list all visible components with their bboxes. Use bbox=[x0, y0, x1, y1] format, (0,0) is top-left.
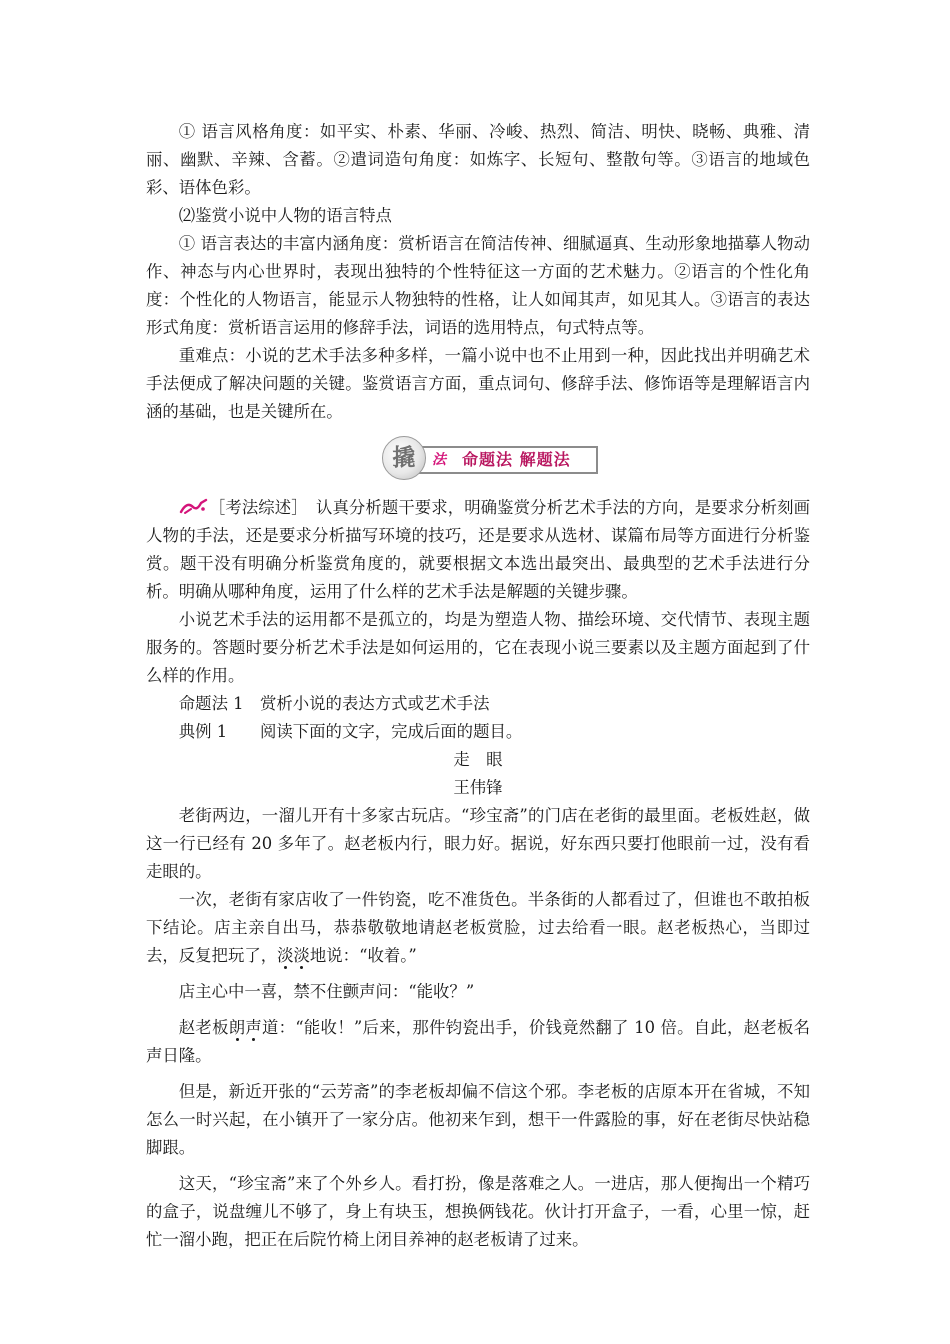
paragraph-technique-purpose: 小说艺术手法的运用都不是孤立的，均是为塑造人物、描绘环境、交代情节、表现主题服务的。答题时要分析艺术手法是如何运用的，它在表现小说三要素以及主题方面起到了什么样的作用。 bbox=[146, 610, 810, 685]
story-paragraph-1: 老街两边，一溜儿开有十多家古玩店。“珍宝斋”的门店在老街的最里面。老板姓赵，做这一行已经有 20 多年了。赵老板内行，眼力好。据说，好东西只要打他眼前一过，没有看走眼的。 bbox=[146, 806, 810, 881]
method-text: 认真分析题干要求，明确鉴赏分析艺术手法的方向，是要求分析刻画人物的手法，还是要求分析描写环境的技巧，还是要求从选材、谋篇布局等方面进行分析鉴赏。题干没有明确分析鉴赏角度的，就要根据文本选出最突出、最典型的艺术手法进行分析。明确从哪种角度，运用了什么样的艺术手法是解题的关键步骤。 bbox=[146, 498, 811, 601]
emphasis-dandan: 淡淡 bbox=[277, 946, 310, 965]
story-paragraph-3: 店主心中一喜，禁不住颤声问：“能收？” bbox=[178, 982, 475, 1001]
paragraph-subheading: ⑵鉴赏小说中人物的语言特点 bbox=[178, 206, 392, 225]
banner-title: 命题法 解题法 bbox=[462, 450, 571, 469]
paragraph-proposition-1: 命题法 1 赏析小说的表达方式或艺术手法 bbox=[178, 694, 490, 713]
section-banner bbox=[146, 432, 810, 490]
paragraph-example-1: 典例 1 阅读下面的文字，完成后面的题目。 bbox=[178, 722, 523, 741]
paragraph-method-summary bbox=[146, 494, 810, 606]
banner-ribbon bbox=[412, 446, 598, 474]
method-label: ［考法综述］ bbox=[208, 498, 300, 517]
story-author: 王伟锋 bbox=[453, 778, 503, 797]
paragraph-language-style: ① 语言风格角度：如平实、朴素、华丽、冷峻、热烈、简洁、明快、晓畅、典雅、清丽、幽默、辛辣、含蓄。②遣词造句角度：如炼字、长短句、整散句等。③语言的地域色彩、语体色彩。 bbox=[146, 122, 810, 197]
emphasis-langsheng: 朗声 bbox=[228, 1018, 262, 1037]
story-paragraph-2: 一次，老街有家店收了一件钧瓷，吃不准货色。半条街的人都看过了，但谁也不敢拍板下结论。店主亲自出马，恭恭敬敬地请赵老板赏脸，过去给看一眼。赵老板热心，当即过去，反复把玩了，淡淡地说：“收着。” bbox=[146, 890, 810, 965]
story-paragraph-4: 赵老板朗声道：“能收！”后来，那件钧瓷出手，价钱竟然翻了 10 倍。自此，赵老板名声日隆。 bbox=[146, 1018, 810, 1065]
seal-icon bbox=[382, 436, 426, 480]
story-paragraph-5: 但是，新近开张的“云芳斋”的李老板却偏不信这个邪。李老板的店原本开在省城，不知怎么一时兴起，在小镇开了一家分店。他初来乍到，想干一件露脸的事，好在老街尽快站稳脚跟。 bbox=[146, 1082, 810, 1157]
paragraph-key-points: 重难点：小说的艺术手法多种多样，一篇小说中也不止用到一种，因此找出并明确艺术手法便成了解决问题的关键。鉴赏语言方面，重点词句、修辞手法、修饰语等是理解语言内涵的基础，也是关键所在。 bbox=[146, 346, 810, 421]
paragraph-character-language: ① 语言表达的丰富内涵角度：赏析语言在简洁传神、细腻逼真、生动形象地描摹人物动作、神态与内心世界时，表现出独特的个性特征这一方面的艺术魅力。②语言的个性化角度：个性化的人物语言，能显示人物独特的性格，让人如闻其声，如见其人。③语言的表达形式角度：赏析语言运用的修辞手法，词语的选用特点，句式特点等。 bbox=[146, 234, 810, 337]
story-title: 走 眼 bbox=[453, 750, 503, 769]
story-paragraph-6: 这天，“珍宝斋”来了个外乡人。看打扮，像是落难之人。一进店，那人便掏出一个精巧的盒子，说盘缠儿不够了，身上有块玉，想换俩钱花。伙计打开盒子，一看，心里一惊，赶忙一溜小跑，把正在后院竹椅上闭目养神的赵老板请了过来。 bbox=[146, 1174, 810, 1249]
seal-char: 撬 bbox=[392, 445, 416, 471]
banner-tag: 法 bbox=[432, 452, 446, 468]
document-page bbox=[146, 118, 810, 1254]
pen-icon bbox=[179, 497, 209, 515]
